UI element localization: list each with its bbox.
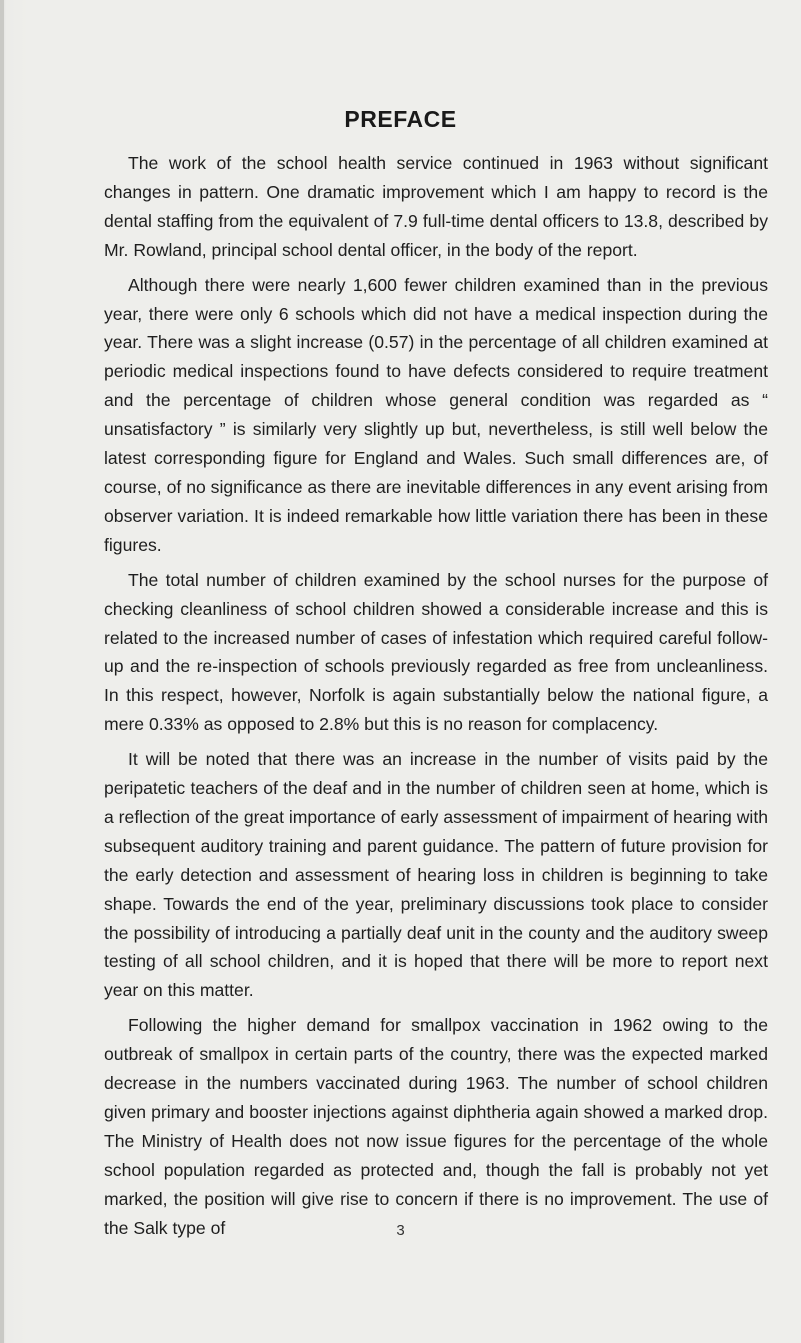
page-number: 3 [396, 1222, 405, 1239]
page-edge-shadow [0, 0, 4, 1343]
page-title: PREFACE [344, 106, 457, 132]
paragraph-2: Although there were nearly 1,600 fewer children examined than in the previous year, there were only 6 schools which did not have a medical inspection during the year. There was a slight increase (0.57) in the percentage of all children examined at periodic medical inspections found to have defects considered to require treatment and the percentage of children whose general condition was regarded as “ unsatisfactory ” is similarly very slightly up but, nevertheless, is still well below the latest corresponding figure for England and Wales. Such small differences are, of course, of no significance as there are inevitable differences in any event arising from observer variation. It is indeed remarkable how little variation there has been in these figures. [104, 274, 768, 555]
paragraph-4: It will be noted that there was an increase in the number of visits paid by the peripatetic teachers of the deaf and in the number of children seen at home, which is a reflection of the great importance of early assessment of impairment of hearing with subsequent auditory training and parent guidance. The pattern of future provision for the early detection and assessment of hearing loss in children is beginning to take shape. Towards the end of the year, preliminary discussions took place to consider the possibility of introducing a partially deaf unit in the county and the auditory sweep testing of all school children, and it is hoped that there will be more to report next year on this matter. [104, 749, 769, 1001]
body-text [104, 149, 768, 1249]
paragraph-5: Following the higher demand for smallpox vaccination in 1962 owing to the outbreak of smallpox in certain parts of the country, there was the expected marked decrease in the numbers vaccinated during 1963. The number of school children given primary and booster injections against diphtheria again showed a marked drop. The Ministry of Health does not now issue figures for the percentage of the whole school population regarded as protected and, though the fall is probably not yet marked, the position will give rise to concern if there is no improvement. The use of the Salk type of [104, 1015, 768, 1238]
paragraph-1: The work of the school health service continued in 1963 without significant changes in pattern. One dramatic improvement which I am happy to record is the dental staffing from the equivalent of 7.9 full-time dental officers to 13.8, described by Mr. Rowland, principal school dental officer, in the body of the report. [104, 153, 768, 260]
paragraph-3: The total number of children examined by the school nurses for the purpose of checking cleanliness of school children showed a considerable increase and this is related to the increased number of cases of infestation which required careful follow-up and the re-inspection of schools previously regarded as free from uncleanliness. In this respect, however, Norfolk is again substantially below the national figure, a mere 0.33% as opposed to 2.8% but this is no reason for complacency. [104, 569, 768, 735]
